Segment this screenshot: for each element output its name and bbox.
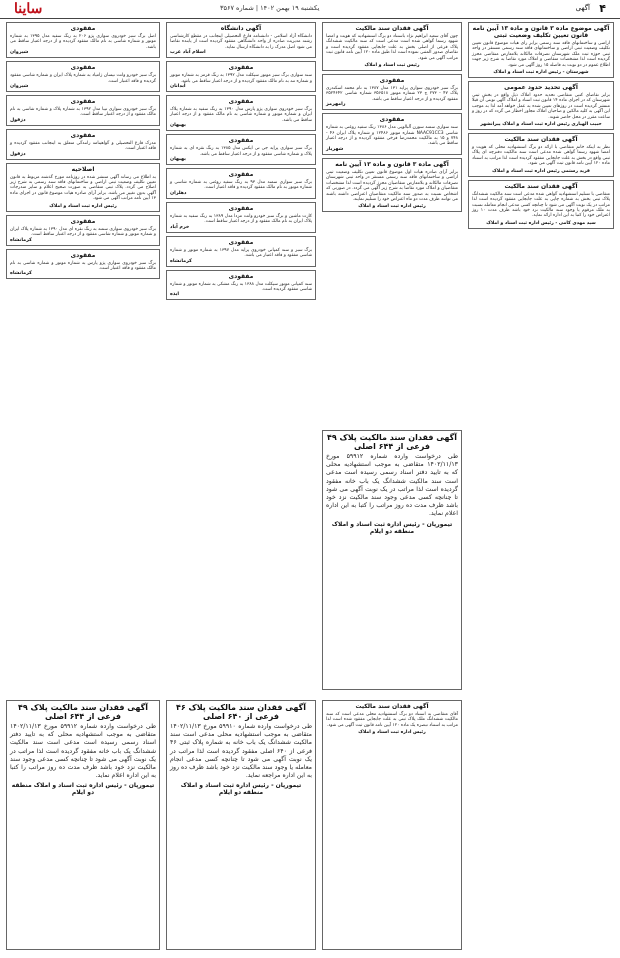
- ad-city: دزفول: [10, 117, 26, 123]
- ad-city: بهبهان: [170, 123, 186, 129]
- ad-notice: [166, 95, 316, 131]
- ad-title: آگهی ماده ۳ قانون و ماده ۱۳ آیین نامه: [335, 160, 449, 168]
- ad-notice: [6, 163, 160, 212]
- column-3: [166, 22, 316, 694]
- ad-notice: [166, 61, 316, 92]
- ad-title: مفقودی: [70, 64, 96, 72]
- ad-title: آگهی تحدید حدود عمومی: [504, 84, 578, 92]
- page-label: آگهی: [575, 4, 590, 12]
- ad-signature: رئیس اداره ثبت اسناد و املاک: [49, 203, 117, 209]
- ad-title: مفقودی: [228, 137, 254, 145]
- ad-title: آگهی فقدان سند مالکیت: [504, 136, 578, 144]
- ad-title: آگهی موضوع ماده ۳ قانون و ماده ۱۳ آیین نامه قانون تعیین تکلیف وضعیت ثبتی: [472, 25, 610, 39]
- ad-body: برگ سبز خودروی سواری پژو پارس به شماره موتور و شماره شاسی به نام مالک مفقود و فاقد اعتبار است.: [10, 260, 156, 271]
- ad-title: مفقودی: [228, 171, 254, 179]
- ad-city: شهریار: [326, 146, 344, 152]
- newspaper-header: [0, 0, 620, 19]
- ad-city: رامهرمز: [326, 102, 346, 108]
- ad-body: برگ سبز سواری پراید جی تی ایکس مدل ۱۳۸۵ به رنگ نقره ای به شماره پلاک و شماره شاسی مفقود و از درجه اعتبار ساقط می باشد.: [170, 146, 312, 157]
- ad-notice: [468, 81, 614, 130]
- ad-notice: [166, 202, 316, 233]
- ad-city: بهبهان: [170, 157, 186, 163]
- ad-title: مفقودی: [228, 64, 254, 72]
- ad-title: مفقودی: [379, 116, 405, 124]
- newspaper-logo: ساینا: [14, 1, 43, 17]
- ad-notice: [166, 134, 316, 165]
- ad-body: برگ سبز خودروی سواری سمند به رنگ نقره ای مدل ۱۳۹۰ به شماره پلاک ایران و شماره موتور و شماره شاسی مفقود و از درجه اعتبار ساقط است.: [10, 226, 156, 238]
- ad-city: شیروان: [10, 50, 29, 56]
- ad-title: مفقودی: [228, 238, 254, 246]
- ad-city: کرمانشاه: [10, 237, 32, 243]
- ad-title: مفقودی: [70, 98, 96, 106]
- ad-body: برگ سبز خودروی سواری پژو پارس مدل ۱۳۹۰ به رنگ سفید به شماره پلاک ایران و شماره موتور و شماره شاسی به نام مالک مفقود و از درجه اعتبار ساقط می باشد.: [170, 107, 313, 123]
- ad-title: مفقودی: [70, 25, 96, 32]
- issue-info: یکشنبه ۱۹ بهمن ۱۴۰۲ | شماره ۳۵۶۷: [220, 4, 320, 12]
- ad-city: کرمانشاه: [170, 258, 192, 264]
- column-4: [6, 22, 160, 694]
- ad-notice: [322, 158, 462, 212]
- ad-body: طی درخواست وارده شماره ۵۹۹۱۰ مورخ ۱۴۰۲/۱۱/۱۳ متقاضی به موجب استشهادیه محلی مدعی است سند مالکیت ششدانگ یک باب خانه به شماره پلاک ثبتی ۴۶ فرعی از ۶۴۰ اصلی مفقود گردیده است لذا مراتب در یک نوبت آگهی می شود تا چنانچه کسی مدعی انجام معامله یا وجود سند مالکیت نزد خود باشد ظرف ده روز به این اداره مراجعه نماید.: [170, 723, 312, 780]
- ad-notice: [6, 215, 160, 246]
- ad-notice: [166, 270, 316, 301]
- ad-body: اراضی و ساختمانهای فاقد سند رسمی برابر رای هیات موضوع قانون تعیین تکلیف وضعیت ثبتی اراضی و ساختمانهای فاقد سند رسمی مستقر در واحد ثبتی حوزه ثبت ملک شهرستان تصرفات مالکانه بلامعارض متقاضی محرز گردیده است لذا مشخصات متقاضی و املاک مورد تقاضا به شرح زیر جهت اطلاع عموم در دو نوبت به فاصله ۱۵ روز آگهی می شود.: [472, 41, 610, 68]
- ad-title: مفقودی: [70, 251, 96, 259]
- ad-notice: [166, 168, 316, 199]
- ad-title: آگهی فقدان سند مالکیت: [355, 25, 429, 32]
- ad-body: سند کمپانی موتور سیکلت مدل ۱۳۸۸ به رنگ مشکی به شماره موتور و شماره شاسی مفقود گردیده است.: [170, 281, 312, 292]
- ad-title: مفقودی: [70, 217, 96, 225]
- ad-body: دانشگاه آزاد اسلامی - دانشنامه فارغ التحصیلی اینجانب در مقطع کارشناسی رشته مدیریت صادره از واحد دانشگاهی مفقود گردیده است از یابنده تقاضا می شود اصل مدرک را به دانشگاه ارسال نماید.: [170, 34, 312, 50]
- ad-title: مفقودی: [228, 204, 254, 212]
- ad-body: برگ سبز خودرو وانت نیسان زامیاد به شماره پلاک ایران و شماره شاسی مفقود گردیده و فاقد اعتبار است.: [10, 73, 156, 84]
- ad-title: آگهی فقدان سند مالکیت: [355, 703, 429, 710]
- ad-body: مدرک فارغ التحصیلی و گواهینامه رانندگی متعلق به اینجانب مفقود گردیده و فاقد اعتبار است.: [10, 140, 156, 152]
- ad-city: کرمانشاه: [10, 271, 32, 277]
- ad-notice: [166, 22, 316, 58]
- ad-body: کارت ماشین و برگ سبز خودرو وانت مزدا مدل ۱۳۸۹ به رنگ سفید به شماره پلاک ایران به نام مالک مفقود و از درجه اعتبار ساقط است.: [170, 213, 312, 225]
- ad-title: مفقودی: [379, 77, 405, 85]
- ad-notice: [6, 61, 160, 92]
- ad-body: طی درخواست وارده شماره ۵۹۹۱۲ مورخ ۱۴۰۲/۱۱/۱۳ متقاضی به موجب استشهادیه محلی که به تایید دفتر اسناد رسمی رسیده است مدعی است سند مالکیت ششدانگ یک باب خانه مفقود گردیده است لذا مراتب در یک نوبت آگهی می شود تا چنانچه کسی مدعی وجود سند مالکیت نزد خود باشد ظرف مدت ده روز مراتب را کتبا به این اداره اعلام نماید.: [10, 723, 156, 780]
- ad-signature: رئیس اداره ثبت اسناد و املاک: [358, 730, 426, 736]
- featured-notice-upper: [322, 430, 462, 693]
- ad-body: آقای متقاضی به استناد دو برگ استشهادیه محلی مدعی است که سند مالکیت ششدانگ ملک پلاک ثبتی به علت جابجایی مفقود شده است لذا مراتب به استناد تبصره یک ماده ۱۲۰ آیین نامه قانون ثبت آگهی می شود.: [326, 712, 458, 728]
- ad-city: اسلام آباد غرب: [170, 50, 206, 56]
- ad-signature: تیمورپان - رئیس اداره ثبت اسناد و املاک منطقه دو ایلام: [331, 520, 453, 535]
- ad-title: مفقودی: [228, 272, 254, 280]
- ad-signature: شهرستان - رئیس اداره ثبت اسناد و املاک: [493, 70, 589, 76]
- ad-city: ایذه: [170, 292, 180, 298]
- ad-title: آگهی فقدان سند مالکیت پلاک ۴۹ فرعی از ۶۴۴ اصلی: [17, 703, 149, 721]
- ad-signature: تیمورپان - رئیس اداره ثبت اسناد و املاک منطقه دو ایلام: [180, 782, 302, 797]
- ad-notice: [322, 22, 462, 71]
- ad-title: آگهی فقدان سند مالکیت پلاک ۴۶ فرعی از ۶۴۰ اصلی: [175, 703, 307, 721]
- ad-notice: [166, 236, 316, 267]
- ad-notice: [322, 74, 462, 110]
- column-2: [322, 22, 462, 426]
- ad-body: اصل برگ سبز خودروی سواری پژو ۲۰۶ به رنگ سفید مدل ۱۳۹۵ به شماره موتور و شماره شاسی به نام مالک مفقود گردیده و از درجه اعتبار ساقط می باشد.: [10, 34, 156, 50]
- ad-signature: تیمورپان - رئیس اداره ثبت اسناد و املاک منطقه دو ایلام: [11, 782, 155, 797]
- ad-notice: [6, 95, 160, 126]
- ad-body: برگ سبز خودروی سواری پراید ۱۳۱ مدل ۱۳۸۷ به نام محمد اسکندری پلاک ۴۷ - ۲۷۳ ج ۲۳ شماره موتور ۳۵۶۵۱۸ شماره شاسی ۳۵۲۴۶۴۲ مفقود گردیده و از درجه اعتبار ساقط می باشد.: [326, 86, 458, 102]
- ad-title: آگهی فقدان سند مالکیت پلاک ۴۹ فرعی از ۶۴۴ اصلی: [326, 433, 458, 451]
- ad-notice: [468, 180, 614, 229]
- ad-body: سند سواری سمند سورن آلبالویی مدل ۱۳۸۶ رنگ سفید روغنی به شماره شاسی NAAC91CC3 شماره موتور ۱۲۴۸۶ و شماره پلاک ایران ۴۶ - ۷۴۸ و ۱۵ به مالکیت محمدرضا فرخی مفقود گردیده و از درجه اعتبار ساقط می باشد.: [326, 125, 458, 147]
- ad-title: آگهی فقدان سند مالکیت: [504, 182, 578, 190]
- ad-body: سند سواری برگ سبز موتور سیکلت مدل ۱۳۹۲ به رنگ قرمز به شماره موتور و شماره تنه به نام مالک مفقود گردیده و از درجه اعتبار ساقط می باشد.: [170, 73, 312, 84]
- ad-title: مفقودی: [228, 98, 254, 106]
- ad-body: به اطلاع می رساند آگهی منتشر شده در روزنامه مورخ گذشته مربوط به قانون تعیین تکلیف وضعیت ثبتی اراضی و ساختمانهای فاقد سند رسمی به شرح زیر اصلاح می گردد. پلاک ثبتی متقاضی به صورت صحیح اعلام و سایر مندرجات آگهی بدون تغییر می باشد. برابر آرای صادره هیات موضوع قانون در اجرای ماده ۱۳ آیین نامه مراتب آگهی می شود.: [10, 174, 156, 202]
- ad-city: دزفول: [10, 151, 26, 157]
- ad-body: برابر آرای صادره هیات اول موضوع قانون تعیین تکلیف وضعیت ثبتی اراضی و ساختمانهای فاقد سند رسمی مستقر در واحد ثبتی شهرستان تصرفات مالکانه و بلامعارض متقاضیان محرز گردیده است لذا مشخصات متقاضیان و املاک مورد تقاضا به شرح زیر آگهی می گردد. در صورتی که اشخاص نسبت به صدور سند مالکیت متقاضیان اعتراضی داشته باشند می توانند ظرف مدت دو ماه اعتراض خود را تسلیم نمایند.: [326, 169, 458, 202]
- ad-signature: رئیس ثبت اسناد و املاک: [364, 63, 420, 69]
- ad-city: آبدانان: [170, 84, 186, 90]
- ad-body: برگ سبز سواری سمند مدل ۹۳ به رنگ سفید روغنی به شماره شاسی و شماره موتور به نام مالک مفقود گردیده و فاقد اعتبار است.: [170, 180, 312, 191]
- ad-title: اصلاحیه: [71, 165, 95, 173]
- ad-notice: [6, 249, 160, 280]
- ad-signature: رئیس اداره ثبت اسناد و املاک: [358, 204, 426, 210]
- ad-city: شیروان: [10, 84, 29, 90]
- ad-signature: فرید رستمی رئیس اداره ثبت اسناد و املاک: [492, 168, 590, 174]
- ad-title: مفقودی: [70, 131, 96, 139]
- ad-signature: سید مهدی کامی - رئیس اداره ثبت اسناد و املاک: [486, 220, 596, 226]
- ad-city: خرم آباد: [170, 224, 190, 230]
- ad-city: دهلران: [170, 190, 187, 196]
- featured-notice-lower-a: [166, 700, 316, 953]
- ad-notice: [322, 700, 462, 950]
- ad-body: نظر به اینکه خانم متقاضی با ارائه دو برگ استشهادیه محلی که هویت و امضا شهود رسما گواهی شده مدعی است سند مالکیت دفترچه ای پلاک ثبتی واقع در بخش به علت جابجایی مفقود گردیده است لذا مراتب به استناد ماده ۱۲۰ آیین نامه قانون ثبت آگهی می شود.: [472, 145, 610, 167]
- ad-title: آگهی دانشگاه: [220, 25, 262, 32]
- column-lower-right: [322, 700, 462, 953]
- ad-body: متقاضی با تسلیم استشهادیه گواهی شده مدعی است سند مالکیت ششدانگ پلاک ثبتی بخش به شماره چاپی به علت جابجایی مفقود گردیده است لذا مراتب در یک نوبت آگهی می شود تا چنانچه کسی مدعی انجام معامله نسبت به ملک مرقوم یا وجود سند مالکیت نزد خود باشد ظرف مدت ۱۰ روز اعتراض خود را کتبا به این اداره ارائه نماید.: [472, 191, 610, 219]
- ad-notice: [166, 700, 316, 950]
- ad-body: برابر تقاضای کتبی متقاضی تحدید حدود املاک ذیل واقع در بخش ثبتی شهرستان که در اجرای ماده ۱۴ قانون ثبت اسناد و املاک آگهی نوبتی آن قبلا منتشر گردیده است در روزهای تعیین شده به عمل خواهد آمد لذا به موجب این آگهی به کلیه مالکین و صاحبان املاک مجاور اخطار می گردد که در روز و ساعت مقرر در محل حاضر شوند.: [472, 93, 610, 120]
- ad-notice: [322, 113, 462, 155]
- column-1: [468, 22, 614, 232]
- ad-body: چون آقای سعید ابراهیم نژاد باستناد دو برگ استشهادیه که هویت و امضا شهود رسما گواهی شده است مدعی است که سند مالکیت ششدانگ پلاک فرعی از اصلی بخش به علت جابجایی مفقود گردیده است و تقاضای صدور المثنی نموده است لذا طبق ماده ۱۲۰ آیین نامه قانون ثبت مراتب آگهی می شود.: [326, 34, 458, 61]
- ad-body: برگ سبز و سند کمپانی خودروی پراید مدل ۱۳۹۷ به شماره موتور و شماره شاسی مفقود و فاقد اعتبار می باشد.: [170, 247, 313, 259]
- ad-notice: [468, 22, 614, 78]
- ad-notice: [6, 129, 160, 160]
- featured-notice-lower-b: [6, 700, 160, 953]
- ad-notice: [322, 430, 462, 690]
- ad-notice: [6, 700, 160, 950]
- ad-signature: حبیب الهیاری رئیس اداره ثبت اسناد و املاک پیرانشهر: [480, 122, 602, 128]
- ad-body: برگ سبز خودروی سواری تیبا مدل ۱۳۹۲ به شماره پلاک و شماره شاسی به نام مالک مفقود و از درجه اعتبار ساقط است.: [10, 107, 156, 118]
- page-number: ۴: [599, 2, 606, 15]
- ad-notice: [468, 133, 614, 177]
- ad-body: طی درخواست وارده شماره ۵۹۹۱۲ مورخ ۱۴۰۲/۱۱/۱۳ متقاضی به موجب استشهادیه محلی که به تایید دفتر اسناد رسمی رسیده است مدعی است سند مالکیت ششدانگ یک باب خانه مفقود گردیده است لذا مراتب در یک نوبت آگهی می شود تا چنانچه کسی مدعی وجود سند مالکیت نزد خود باشد ظرف مدت ده روز مراتب را کتبا به این اداره اعلام نماید.: [326, 453, 458, 518]
- ad-notice: [6, 22, 160, 58]
